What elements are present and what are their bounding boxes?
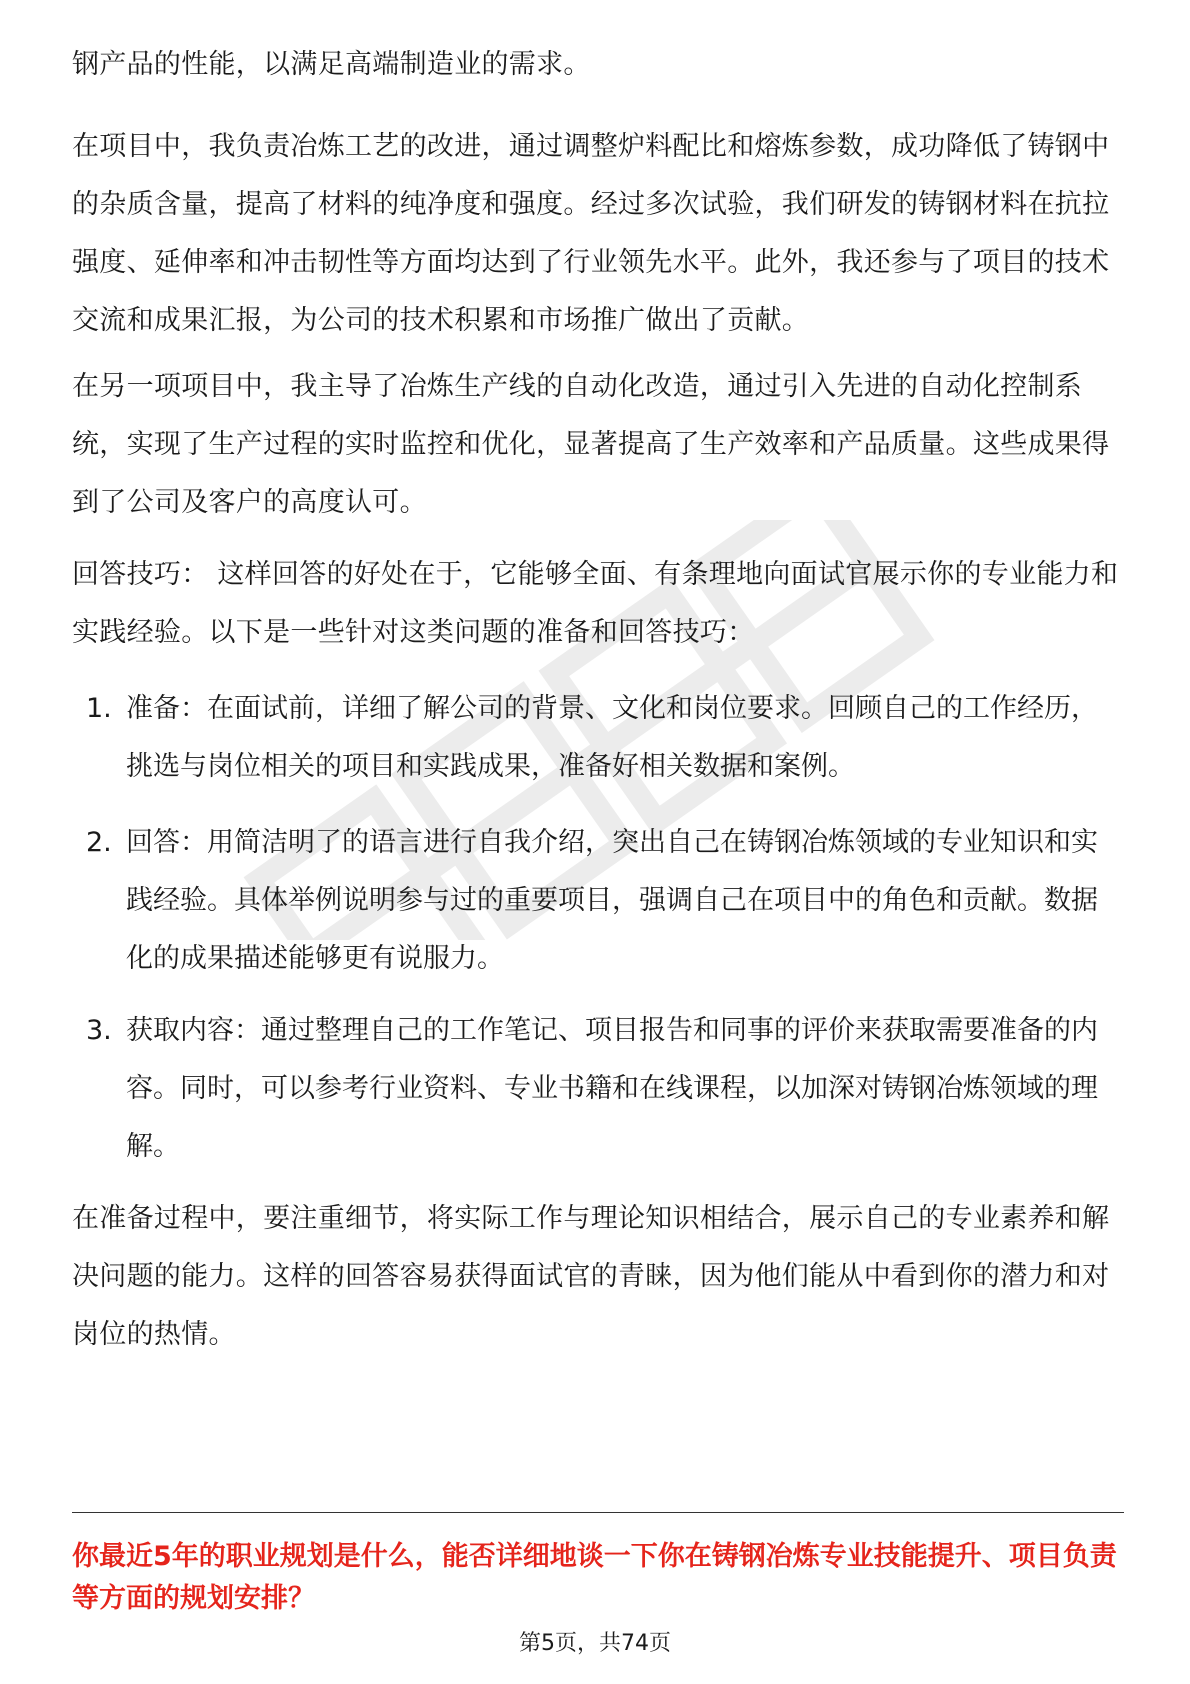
list-item: [72, 814, 1122, 988]
paragraph-conclusion: 在准备过程中，要注重细节，将实际工作与理论知识相结合，展示自己的专业素养和解决问题的能力。这样的回答容易获得面试官的青睐，因为他们能从中看到你的潜力和对岗位的热情。: [72, 1203, 1110, 1350]
next-question-heading: 你最近5年的职业规划是什么，能否详细地谈一下你在铸钢冶炼专业技能提升、项目负责等方面的规划安排？: [72, 1541, 1117, 1614]
paragraph-intro-tail: 钢产品的性能，以满足高端制造业的需求。: [72, 49, 591, 80]
paragraph-project-one: 在项目中，我负责冶炼工艺的改进，通过调整炉料配比和熔炼参数，成功降低了铸钢中的杂质含量，提高了材料的纯净度和强度。经过多次试验，我们研发的铸钢材料在抗拉强度、延伸率和冲击韧性等方面均达到了行业领先水平。此外，我还参与了项目的技术交流和成果汇报，为公司的技术积累和市场推广做出了贡献。: [72, 131, 1110, 336]
list-number: 3.: [86, 1015, 112, 1046]
list-text: 准备：在面试前，详细了解公司的背景、文化和岗位要求。回顾自己的工作经历，挑选与岗位相关的项目和实践成果，准备好相关数据和案例。: [126, 693, 1098, 782]
list-text: 获取内容：通过整理自己的工作笔记、项目报告和同事的评价来获取需要准备的内容。同时，可以参考行业资料、专业书籍和在线课程，以加深对铸钢冶炼领域的理解。: [126, 1015, 1098, 1162]
paragraph-project-two: 在另一项项目中，我主导了冶炼生产线的自动化改造，通过引入先进的自动化控制系统，实现了生产过程的实时监控和优化，显著提高了生产效率和产品质量。这些成果得到了公司及客户的高度认可。: [72, 371, 1110, 518]
divider: [72, 1512, 1124, 1513]
list-item: [72, 1002, 1122, 1176]
list-number: 1.: [86, 693, 112, 724]
list-text: 回答：用简洁明了的语言进行自我介绍，突出自己在铸钢冶炼领域的专业知识和实践经验。具体举例说明参与过的重要项目，强调自己在项目中的角色和贡献。数据化的成果描述能够更有说服力。: [126, 827, 1098, 974]
page-number: 第5页，共74页: [519, 1631, 671, 1656]
list-item: [72, 680, 1122, 796]
paragraph-answer-tips: 回答技巧： 这样回答的好处在于，它能够全面、有条理地向面试官展示你的专业能力和实践经验。以下是一些针对这类问题的准备和回答技巧：: [72, 559, 1119, 648]
list-number: 2.: [86, 827, 112, 858]
